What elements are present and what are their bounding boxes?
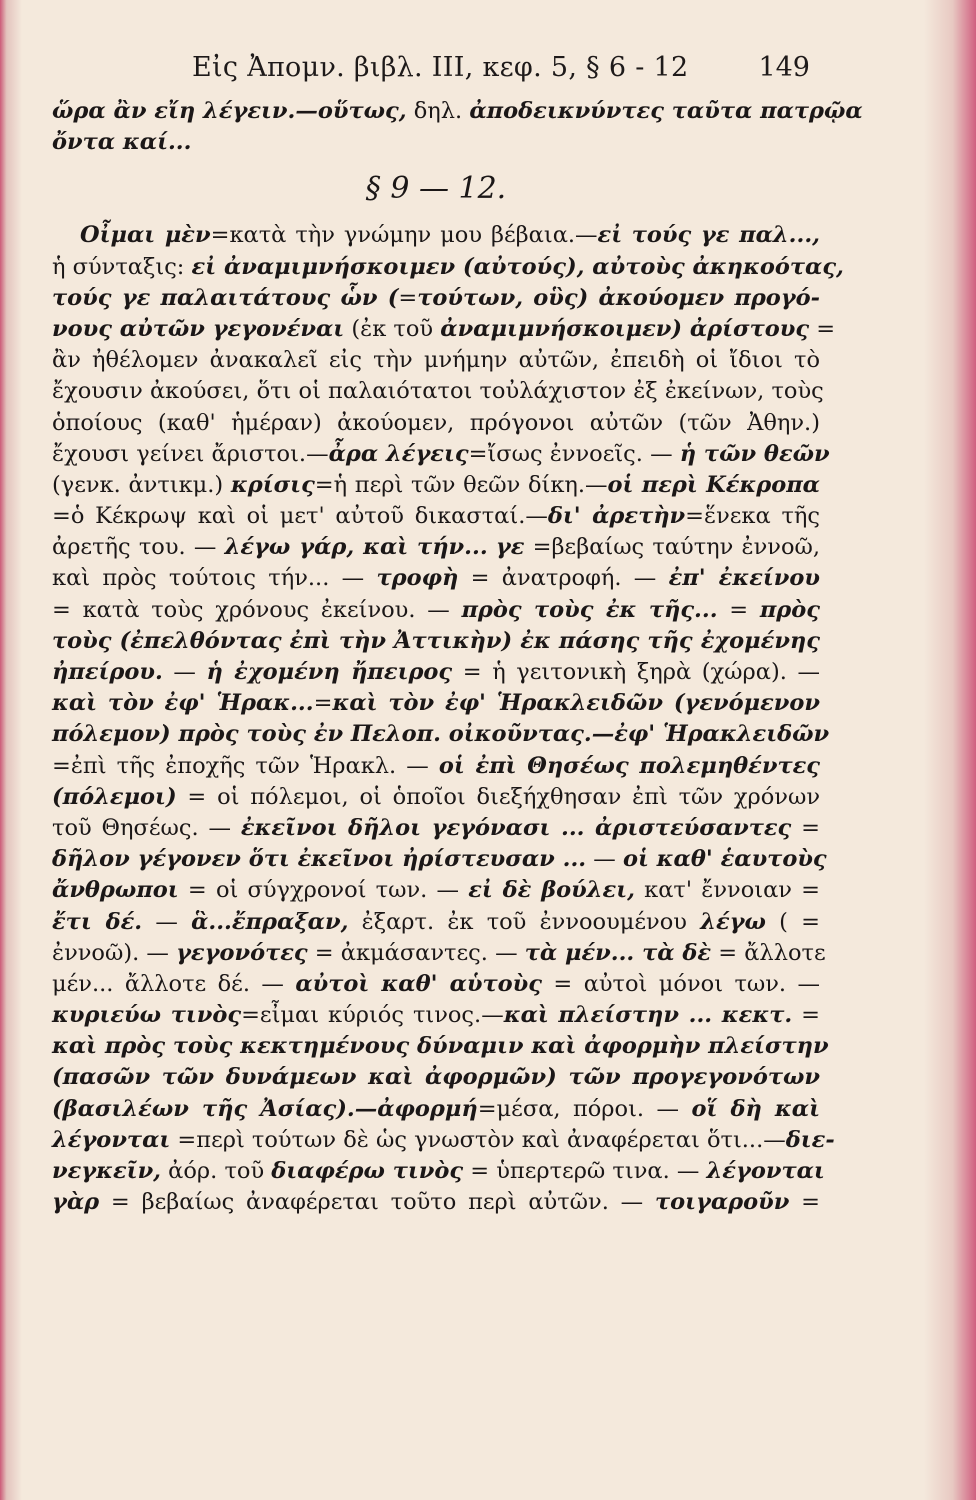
section-heading: § 9 — 12.: [365, 171, 507, 207]
gloss-text: ἐννοῶ). —: [52, 939, 177, 966]
lemma-text: κυριεύω τινὸς: [52, 1002, 242, 1029]
lemma-text: ἆρα λέγεις: [328, 440, 469, 467]
lemma-text: τὰ μέν... τὰ δὲ: [524, 939, 712, 966]
gloss-text: =: [313, 690, 333, 717]
lemma-text: διε-: [785, 1126, 835, 1153]
text-line: [52, 283, 820, 314]
lemma-text: καὶ τὸν ἐφ' Ἡρακ...: [52, 690, 314, 717]
lemma-text: ἔτι δέ.: [52, 908, 143, 935]
lemma-text: καὶ πρὸς τοὺς κεκτημένους δύναμιν καὶ ἀφορμὴν πλείστην: [52, 1033, 829, 1060]
text-line: [52, 1000, 820, 1031]
lemma-text: ἠπείρου.: [52, 659, 163, 685]
gloss-text: =ἕνεκα τῆς: [685, 503, 821, 530]
lemma-text: γὰρ: [52, 1189, 100, 1216]
gloss-text: μέν... ἄλλοτε δέ. —: [52, 970, 296, 997]
lemma-text: εἰ ἀναμιμνήσκοιμεν (αὐτούς), αὐτοὺς ἀκηκοότας,: [191, 253, 844, 280]
gloss-text: δηλ.: [406, 98, 470, 124]
gloss-text: =ὁ Κέκρωψ καὶ οἱ μετ' αὐτοῦ δικασταί.—: [52, 503, 548, 530]
lemma-text: λέγω: [700, 908, 766, 935]
gloss-text: ἐξαρτ. ἐκ τοῦ ἐννοουμένου: [348, 908, 701, 935]
lemma-text: Οἶμαι μὲν: [80, 222, 211, 249]
text-line: [52, 875, 820, 906]
gloss-text: ἔχουσιν ἀκούσει, ὅτι οἱ παλαιότατοι τοὐλάχιστον ἐξ ἐκείνων, τοὺς: [52, 378, 824, 405]
gloss-text: =: [398, 284, 418, 311]
text-line: [52, 719, 830, 750]
gloss-text: =περὶ τούτων δὲ ὡς γνωστὸν καὶ ἀναφέρεται ὅτι...—: [170, 1126, 786, 1153]
lemma-text: διαφέρω τινὸς: [271, 1158, 464, 1184]
lemma-text: ἄνθρωποι: [52, 877, 179, 904]
text-line: [52, 532, 820, 563]
lemma-text: λέγονται: [52, 1126, 171, 1153]
text-line: [52, 595, 820, 626]
lemma-text: ἐπ' ἐκείνου: [668, 565, 820, 592]
lemma-text: νους αὐτῶν γεγονέναι: [52, 315, 345, 342]
text-line: [52, 96, 863, 127]
page-header: [130, 46, 820, 90]
lemma-text: (πασῶν τῶν δυνάμεων καὶ ἀφορμῶν) τῶν προγεγονότων: [52, 1064, 820, 1091]
text-line: [52, 345, 820, 376]
lemma-text: καὶ πλείστην ... κεκτ.: [503, 1002, 793, 1029]
text-line: [52, 751, 820, 782]
lemma-text: πρὸς τοὺς ἐκ τῆς...: [461, 596, 718, 623]
lemma-text: αὐτοὶ καθ' αὑτοὺς: [295, 970, 542, 997]
text-line: [52, 314, 836, 345]
lemma-text: πρὸς: [759, 596, 820, 623]
gloss-text: (γενκ. ἀντικμ.): [52, 471, 231, 498]
text-line: [52, 1062, 820, 1093]
gloss-text: κατ' ἔννοιαν =: [634, 877, 820, 904]
lemma-text: ἐκεῖνοι δῆλοι γεγόνασι ... ἀριστεύσαντες: [240, 814, 792, 841]
text-line: [52, 1125, 835, 1156]
lemma-text: οἵ δὴ καὶ: [691, 1095, 820, 1122]
text-line: [52, 844, 827, 875]
text-line: [52, 782, 820, 813]
lemma-text: (πόλεμοι): [52, 783, 177, 810]
text-line: [52, 376, 824, 407]
lemma-text: γεγονότες: [176, 939, 308, 966]
gloss-text: ἀόρ. τοῦ: [161, 1158, 272, 1184]
gloss-text: = αὐτοὶ μόνοι των. —: [541, 970, 820, 997]
gloss-text: =: [809, 315, 836, 342]
lemma-text: (βασιλέων τῆς Ἀσίας).—ἀφορμή: [52, 1095, 478, 1122]
text-line: [52, 688, 820, 719]
lemma-text: τούς γε παλαιτάτους ὧν (: [52, 284, 399, 311]
text-line: [52, 938, 826, 969]
lemma-text: δι' ἀρετὴν: [547, 503, 686, 530]
gloss-text: ἂν ἠθέλομεν ἀνακαλεῖ εἰς τὴν μνήμην αὐτῶν, ἐπειδὴ οἱ ἴδιοι τὸ: [52, 347, 820, 374]
text-line: [52, 439, 830, 470]
gloss-text: =μέσα, πόροι. —: [477, 1095, 692, 1122]
lemma-text: νεγκεῖν,: [52, 1158, 162, 1184]
text-line: [52, 127, 820, 158]
lemma-text: ὄντα καί...: [52, 129, 192, 156]
lemma-text: πόλεμον) πρὸς τοὺς ἐν Πελοπ. οἰκοῦντας.—ἐφ' Ἡρακλειδῶν: [52, 721, 830, 748]
text-line: [52, 813, 820, 844]
running-head: Εἰς Ἀπομν. βιβλ. III, κεφ. 5, § 6 - 12: [192, 52, 689, 83]
gloss-text: [488, 534, 496, 560]
gloss-text: =ἐπὶ τῆς ἐποχῆς τῶν Ἡρακλ. —: [52, 752, 439, 779]
gloss-text: = ἀκμάσαντες. —: [307, 939, 525, 966]
text-line: [52, 907, 820, 938]
gloss-text: = ἄλλοτε: [711, 939, 826, 966]
text-line: [52, 470, 820, 501]
lemma-text: τροφὴ: [376, 565, 459, 592]
gloss-text: —: [586, 846, 623, 873]
gloss-text: =κατὰ τὴν γνώμην μου βέβαια.—: [210, 222, 598, 249]
page-left-edge: [0, 0, 22, 1500]
text-line: [52, 408, 820, 439]
gloss-text: ἔχουσι γείνει ἄριστοι.—: [52, 440, 329, 467]
lemma-text: ἀναμιμνήσκοιμεν) ἀρίστους: [440, 315, 810, 342]
gloss-text: καὶ πρὸς τούτοις τήν... —: [52, 565, 377, 592]
gloss-text: (ἐκ τοῦ: [344, 315, 441, 342]
gloss-text: ἡ σύνταξις:: [52, 253, 192, 280]
lemma-text: ἀποδεικνύντες ταῦτα πατρῷα: [469, 98, 863, 124]
gloss-text: =βεβαίως ταύτην ἐννοῶ,: [524, 534, 821, 561]
lemma-text: καὶ τὸν ἐφ' Ἡρακλειδῶν (γενόμενον: [332, 690, 820, 717]
gloss-text: ὁποίους (καθ' ἡμέραν) ἀκούομεν, πρόγονοι αὐτῶν (τῶν Ἀθην.): [52, 409, 820, 436]
text-line: [52, 1094, 820, 1125]
gloss-text: —: [142, 908, 192, 935]
lemma-text: λέγω γάρ, καὶ τήν...: [224, 534, 488, 561]
lemma-text: ἡ ἐχομένη ἤπειρος: [206, 659, 453, 685]
gloss-text: = βεβαίως ἀναφέρεται τοῦτο περὶ αὐτῶν. —: [99, 1189, 655, 1216]
text-line: [52, 1031, 829, 1062]
lemma-text: τοιγαροῦν: [654, 1189, 790, 1216]
gloss-text: —: [162, 659, 207, 685]
text-line: [52, 1156, 825, 1187]
lemma-text: τοὺς (ἐπελθόντας ἐπὶ τὴν Ἀττικὴν) ἐκ πάσης τῆς ἐχομένης: [52, 627, 820, 654]
lemma-text: γε: [495, 534, 525, 561]
gloss-text: = οἱ πόλεμοι, οἱ ὁποῖοι διεξήχθησαν ἐπὶ τῶν χρόνων: [176, 783, 820, 810]
gloss-text: = ἡ γειτονικὴ ξηρὰ (χώρα). —: [452, 659, 820, 685]
gloss-text: =ἴσως ἐννοεῖς. —: [468, 440, 680, 467]
text-line: [52, 626, 820, 657]
lemma-text: εἰ τούς γε παλ...,: [597, 222, 821, 249]
gloss-text: ἀρετῆς του. —: [52, 534, 225, 561]
gloss-text: = ὑπερτερῶ τινα. —: [463, 1158, 707, 1184]
lemma-text: οἱ καθ' ἑαυτοὺς: [622, 846, 827, 873]
lemma-text: λέγονται: [706, 1158, 825, 1184]
lemma-text: δῆλον γέγονεν ὅτι ἐκεῖνοι ἠρίστευσαν ...: [52, 846, 587, 873]
lemma-text: οἱ ἐπὶ Θησέως πολεμηθέντες: [438, 752, 820, 779]
gloss-text: = οἱ σύγχρονοί των. —: [178, 877, 469, 904]
gloss-text: =ἡ περὶ τῶν θεῶν δίκη.—: [314, 471, 608, 498]
gloss-text: =: [717, 596, 760, 623]
gloss-text: =εἶμαι κύριός τινος.—: [241, 1002, 504, 1029]
lemma-text: εἰ δὲ βούλει,: [468, 877, 635, 904]
gloss-text: ( =: [765, 908, 820, 935]
text-line: [52, 252, 844, 283]
lemma-text: ἡ τῶν θεῶν: [679, 440, 830, 467]
commentary-text: [52, 96, 863, 1218]
page-number: 149: [758, 52, 810, 83]
text-line: [52, 563, 820, 594]
text-line: [52, 969, 820, 1000]
gloss-text: = κατὰ τοὺς χρόνους ἐκείνου. —: [52, 596, 462, 623]
gloss-text: τοῦ Θησέως. —: [52, 814, 241, 841]
gloss-text: =: [792, 1002, 821, 1029]
lemma-text: ὥρα ἂν εἴη λέγειν.—οὕτως,: [52, 98, 407, 124]
text-line: [52, 220, 820, 251]
lemma-text: τούτων, οὓς) ἀκούομεν προγό-: [417, 284, 820, 311]
lemma-text: οἱ περὶ Κέκροπα: [607, 471, 820, 498]
gloss-text: = ἀνατροφή. —: [458, 565, 669, 592]
gloss-text: =: [791, 814, 820, 841]
lemma-text: κρίσις: [230, 471, 315, 498]
page-right-edge: [924, 0, 976, 1500]
text-line: [52, 501, 820, 532]
text-line: [52, 1187, 820, 1218]
gloss-text: =: [789, 1189, 821, 1216]
lemma-text: ἃ...ἔπραξαν,: [191, 908, 349, 935]
text-line: [52, 657, 820, 688]
